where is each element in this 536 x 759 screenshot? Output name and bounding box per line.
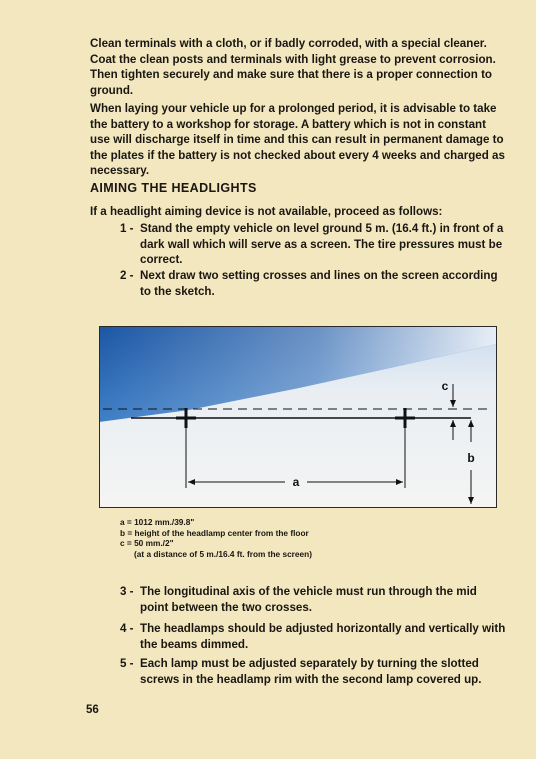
legend-c: c = 50 mm./2" bbox=[120, 538, 174, 549]
step-text: The longitudinal axis of the vehicle must run through the mid point between the two crosses. bbox=[140, 585, 477, 614]
step-number: 4 - bbox=[120, 622, 134, 635]
step-text: Stand the empty vehicle on level ground 5 m. (16.4 ft.) in front of a dark wall which will serve as a screen. The tire pressures must be correct. bbox=[140, 222, 504, 267]
step-text: Each lamp must be adjusted separately by turning the slotted screws in the headlamp rim with the second lamp covered up. bbox=[140, 657, 482, 686]
battery-cleaning-paragraph: Clean terminals with a cloth, or if badly corroded, with a special cleaner. Coat the clean posts and terminals with light grease to prevent corrosion. Then tighten securely and make sure that there is a proper connection to ground. bbox=[90, 37, 496, 97]
page-number: 56 bbox=[86, 704, 99, 716]
step-number: 5 - bbox=[120, 657, 134, 670]
step-3 bbox=[120, 584, 508, 615]
step-1 bbox=[120, 221, 508, 268]
legend-c-note: (at a distance of 5 m./16.4 ft. from the screen) bbox=[134, 548, 312, 559]
battery-storage-paragraph: When laying your vehicle up for a prolonged period, it is advisable to take the battery to a workshop for storage. A battery which is not in constant use will discharge itself in time and this can result in permanent damage to the plates if the battery is not checked about every 4 weeks and charged as necessary. bbox=[90, 102, 505, 178]
step-text: The headlamps should be adjusted horizontally and vertically with the beams dimmed. bbox=[140, 622, 506, 651]
dimension-b-label: b bbox=[467, 451, 475, 465]
section-heading: AIMING THE HEADLIGHTS bbox=[90, 181, 257, 195]
step-number: 3 - bbox=[120, 585, 134, 598]
legend-b: b = height of the headlamp center from the floor bbox=[120, 527, 309, 538]
step-2 bbox=[120, 268, 508, 299]
step-4 bbox=[120, 621, 508, 652]
dimension-c-label: c bbox=[441, 379, 449, 393]
headlight-aiming-diagram bbox=[99, 326, 497, 508]
step-number: 2 - bbox=[120, 269, 134, 282]
legend-a: a = 1012 mm./39.8" bbox=[120, 517, 195, 527]
step-text: Next draw two setting crosses and lines on the screen according to the sketch. bbox=[140, 269, 498, 298]
diagram-legend bbox=[120, 517, 312, 559]
step-number: 1 - bbox=[120, 222, 134, 235]
dimension-a-label: a bbox=[292, 475, 300, 489]
step-5 bbox=[120, 656, 508, 687]
section-intro: If a headlight aiming device is not available, proceed as follows: bbox=[90, 205, 443, 218]
